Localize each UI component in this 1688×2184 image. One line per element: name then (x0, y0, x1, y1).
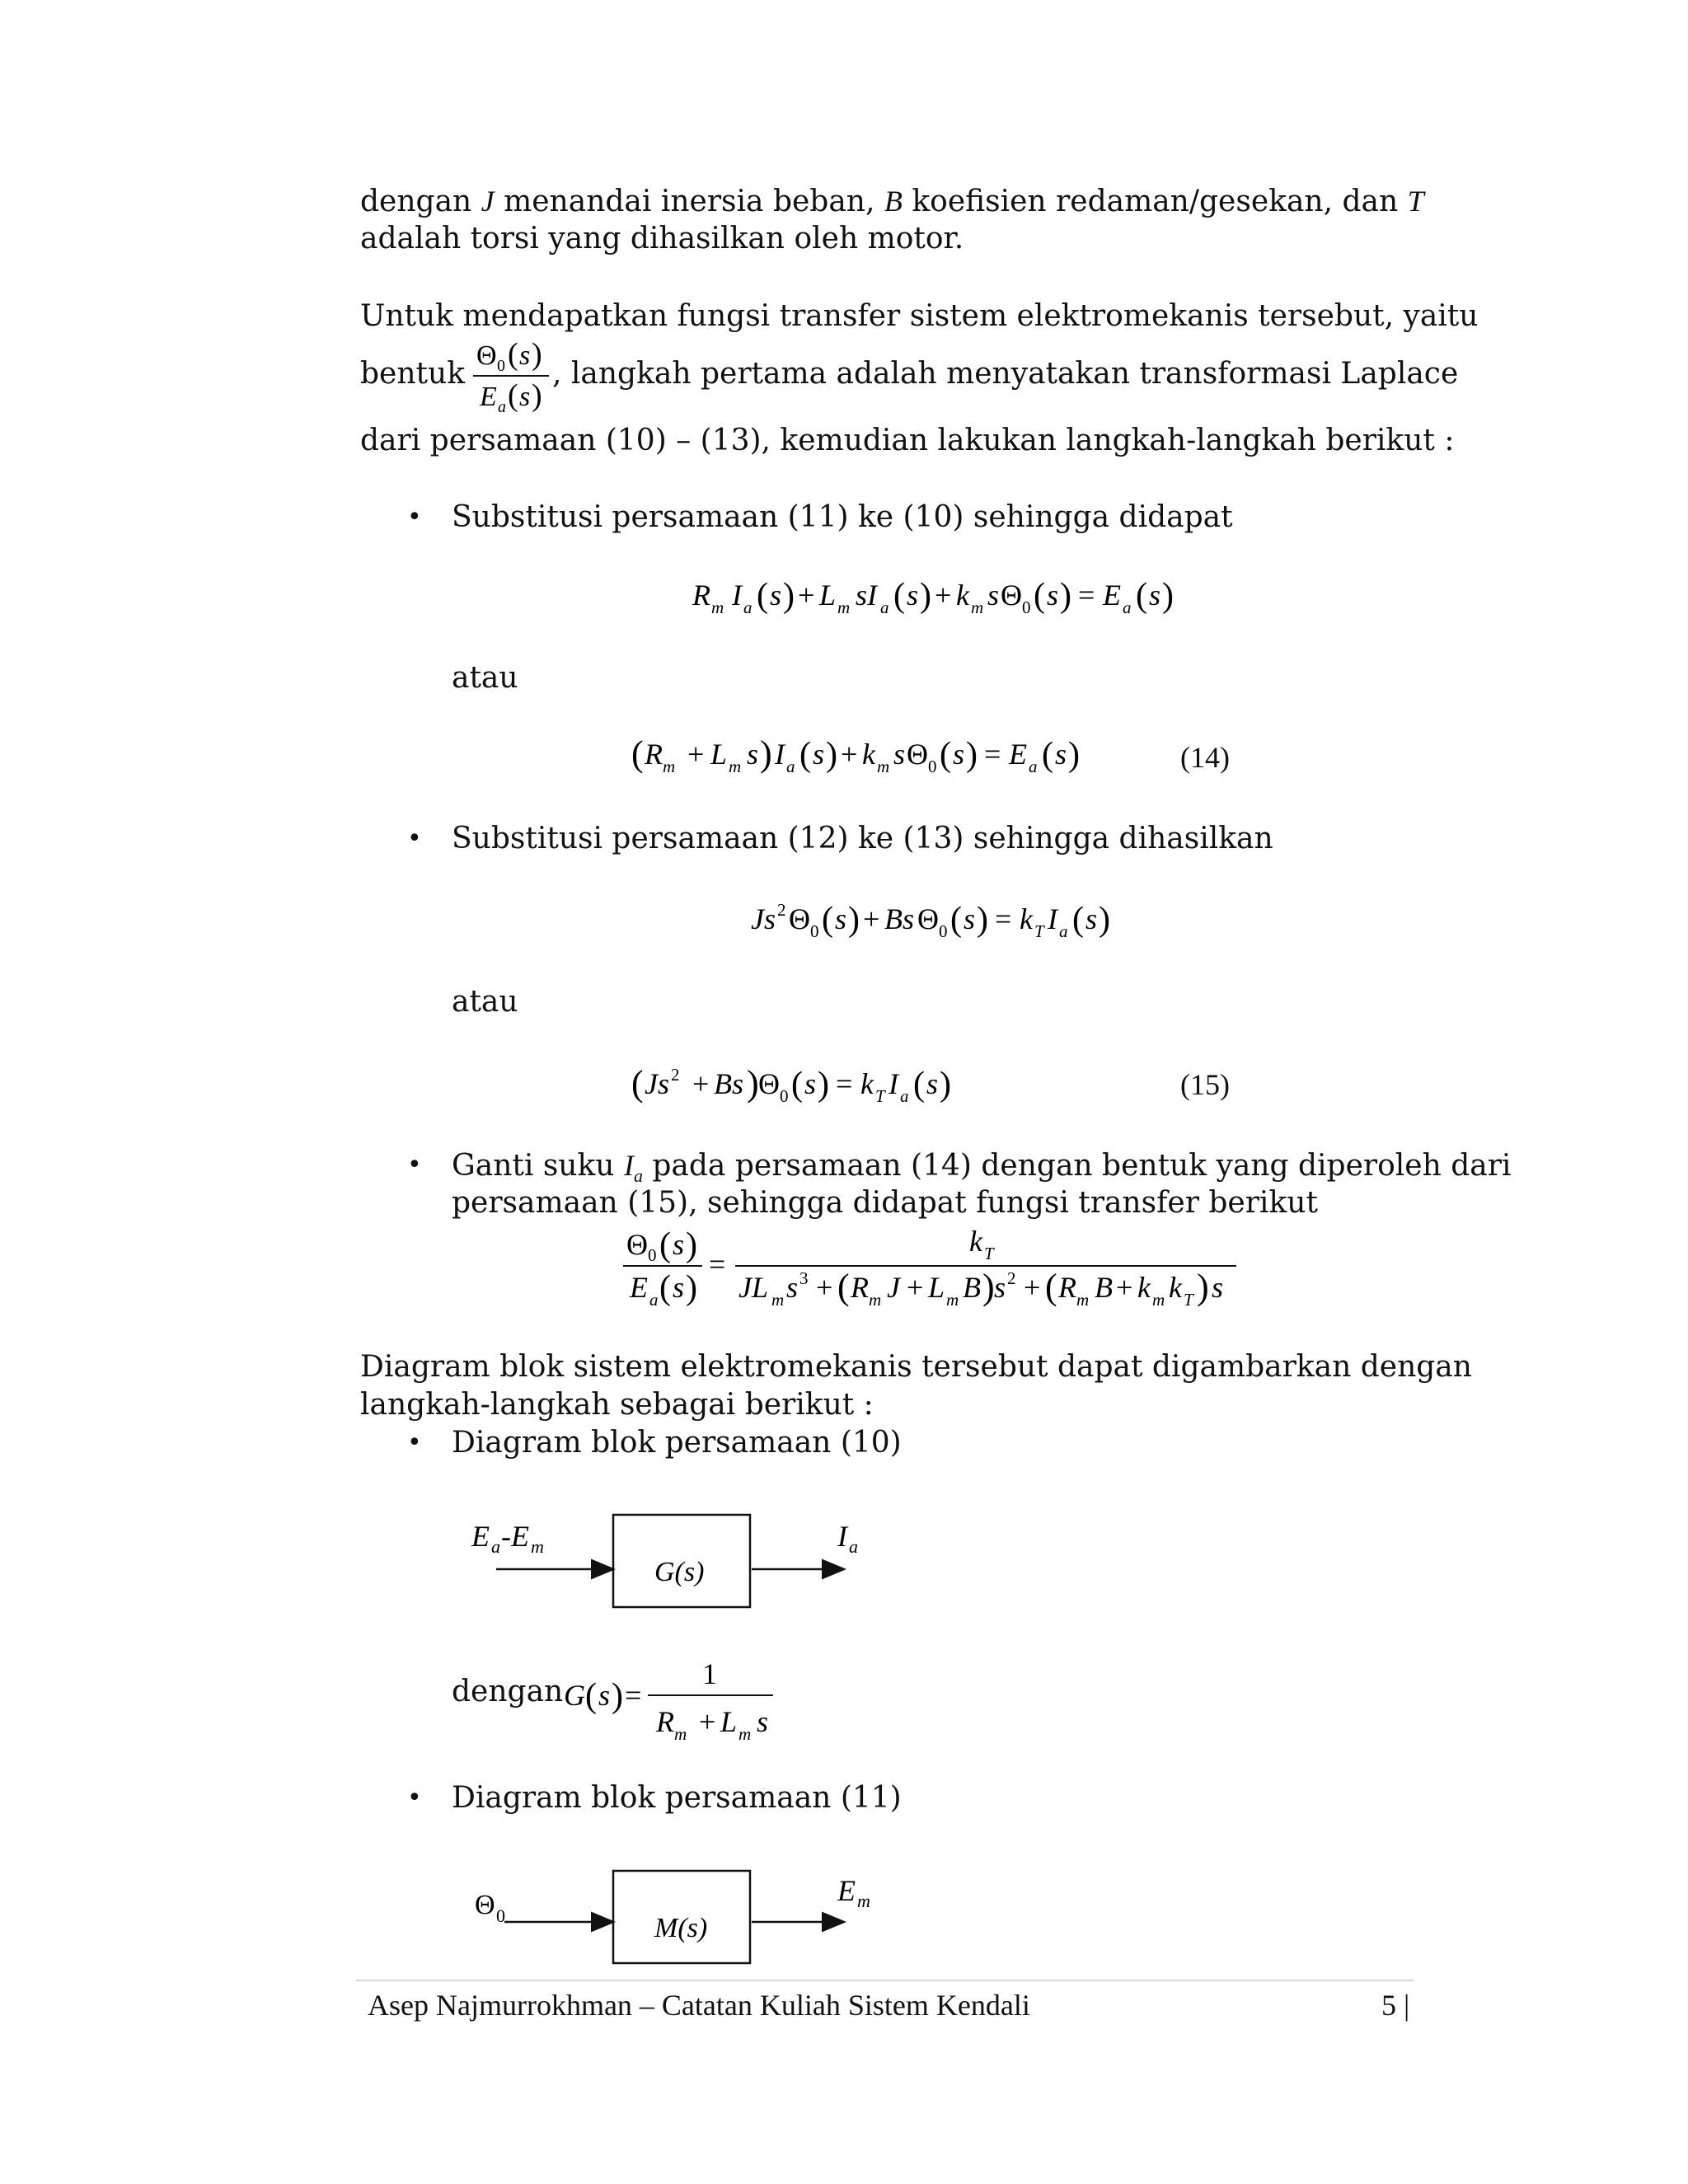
svg-text:+: + (798, 579, 815, 612)
svg-text:(: ( (913, 1066, 925, 1104)
svg-text:m: m (771, 1290, 785, 1310)
svg-text:(: ( (631, 733, 644, 774)
svg-text:): ) (1099, 901, 1110, 939)
svg-text:R: R (692, 579, 710, 612)
bullet-dot-2: • (407, 824, 422, 853)
laplace-line-3: dari persamaan (10) – (13), kemudian lakukan langkah-langkah berikut : (360, 424, 1455, 457)
svg-text:s: s (926, 1067, 939, 1100)
footer-divider (356, 1980, 1414, 1981)
laplace-line-2-rest: , langkah pertama adalah menyatakan transformasi Laplace (552, 357, 1459, 391)
svg-text:m: m (837, 598, 851, 617)
svg-text:s: s (907, 579, 919, 612)
svg-text:s: s (519, 340, 531, 371)
svg-text:s: s (804, 1067, 817, 1100)
svg-text:k: k (956, 579, 969, 612)
input-label-ea-em (471, 1520, 544, 1557)
svg-text:Θ: Θ (476, 340, 497, 371)
svg-text:=: = (836, 1067, 853, 1100)
bullet-dot-5: • (407, 1783, 422, 1812)
equation-15 (626, 1057, 956, 1115)
svg-text:(: ( (822, 901, 833, 939)
svg-text:2: 2 (671, 1065, 680, 1085)
svg-text:k: k (969, 1225, 982, 1258)
output-label-em (837, 1874, 870, 1911)
svg-text:m: m (857, 1891, 870, 1911)
svg-text:): ) (686, 1226, 697, 1264)
svg-text:L: L (720, 1705, 738, 1738)
svg-text:): ) (826, 736, 837, 774)
svg-text:Bs: Bs (884, 902, 914, 935)
svg-text:(: ( (1072, 901, 1084, 939)
svg-text:(: ( (791, 1066, 803, 1104)
svg-text:0: 0 (928, 757, 937, 776)
svg-text:+: + (863, 902, 880, 935)
diagram-line-1: Diagram blok sistem elektromekanis tersebut dapat digambarkan dengan (360, 1350, 1472, 1384)
svg-text:): ) (982, 1267, 995, 1307)
svg-text:(: ( (1042, 736, 1053, 774)
svg-text:): ) (612, 1677, 623, 1715)
svg-text:-E: -E (501, 1520, 529, 1553)
diagram-line-2: langkah-langkah sebagai berikut : (360, 1388, 874, 1422)
svg-text:s: s (1055, 738, 1067, 771)
svg-text:R: R (656, 1705, 674, 1738)
svg-text:s: s (813, 738, 825, 771)
svg-text:Θ: Θ (626, 1228, 648, 1261)
svg-text:): ) (760, 733, 772, 774)
svg-text:R: R (851, 1271, 869, 1304)
laplace-bentuk: bentuk (360, 357, 466, 391)
svg-text:E: E (1103, 579, 1121, 612)
svg-text:L: L (710, 738, 728, 771)
svg-text:s: s (519, 382, 531, 412)
footer-page-number: 5 | (1381, 1989, 1410, 2022)
svg-text:R: R (645, 738, 663, 771)
svg-text:0: 0 (1022, 598, 1031, 617)
svg-text:s: s (770, 579, 782, 612)
svg-text:): ) (747, 1063, 759, 1104)
svg-text:E: E (837, 1874, 856, 1907)
svg-text:s: s (598, 1679, 611, 1712)
svg-text:s: s (994, 1271, 1006, 1304)
svg-text:a: a (649, 1290, 659, 1310)
svg-text:I: I (889, 1067, 898, 1100)
block-m-label: M(s) (654, 1913, 708, 1943)
svg-text:s: s (673, 1271, 685, 1304)
svg-text:J: J (887, 1271, 900, 1304)
svg-text:a: a (743, 598, 753, 617)
svg-text:m: m (971, 598, 984, 617)
svg-text:+: + (687, 738, 705, 771)
svg-text:s: s (1047, 579, 1059, 612)
equation-14 (626, 728, 1088, 785)
svg-text:s: s (757, 1705, 769, 1738)
svg-text:k: k (862, 738, 875, 771)
svg-text:k: k (860, 1067, 874, 1100)
svg-text:=: = (995, 902, 1012, 935)
svg-text:T: T (1034, 921, 1044, 941)
svg-text:): ) (1162, 577, 1174, 615)
svg-text:+: + (1116, 1271, 1133, 1304)
svg-text:s: s (1085, 902, 1098, 935)
svg-text:(: ( (659, 1269, 671, 1307)
g-of-s-definition (560, 1652, 783, 1743)
svg-text:+: + (907, 1271, 924, 1304)
svg-text:T: T (1184, 1290, 1193, 1310)
svg-text:=: = (709, 1248, 726, 1281)
equation-number-14: (14) (1180, 741, 1230, 774)
svg-text:(: ( (1034, 577, 1045, 615)
svg-text:Bs: Bs (714, 1067, 743, 1100)
svg-text:m: m (674, 1724, 687, 1743)
svg-text:k: k (1020, 902, 1033, 935)
dengan-label: dengan (452, 1675, 564, 1708)
svg-text:I: I (775, 738, 785, 771)
svg-text:0: 0 (497, 357, 505, 375)
svg-text:(: ( (585, 1677, 597, 1715)
svg-text:Θ: Θ (758, 1067, 780, 1100)
svg-text:R: R (1058, 1271, 1076, 1304)
svg-text:(: ( (508, 337, 518, 372)
svg-text:a: a (849, 1536, 858, 1557)
svg-text:s: s (893, 738, 906, 771)
svg-text:): ) (818, 1066, 829, 1104)
svg-text:Θ: Θ (789, 902, 810, 935)
svg-text:B: B (963, 1271, 981, 1304)
svg-text:JL: JL (738, 1271, 768, 1304)
svg-text:m: m (711, 598, 724, 617)
svg-text:+: + (692, 1067, 710, 1100)
bullet-dot-1: • (407, 503, 422, 532)
svg-text:s: s (747, 738, 759, 771)
svg-text:0: 0 (810, 921, 819, 941)
svg-text:Js: Js (645, 1067, 669, 1100)
svg-text:a: a (900, 1086, 909, 1106)
svg-text:s: s (964, 902, 976, 935)
svg-text:0: 0 (496, 1905, 505, 1926)
svg-text:=: = (1078, 579, 1095, 612)
bullet-diagram-10: Diagram blok persamaan (10) (452, 1426, 902, 1460)
svg-text:k: k (1169, 1271, 1182, 1304)
svg-text:k: k (1137, 1271, 1151, 1304)
transfer-function-equation (618, 1223, 1245, 1314)
svg-text:s: s (987, 579, 1000, 612)
svg-text:): ) (532, 337, 542, 372)
svg-text:=: = (984, 738, 1001, 771)
svg-text:L: L (928, 1271, 945, 1304)
svg-text:(: ( (893, 577, 905, 615)
svg-text:m: m (738, 1724, 752, 1743)
svg-text:): ) (977, 901, 988, 939)
svg-text:Θ: Θ (907, 738, 928, 771)
svg-text:3: 3 (799, 1268, 809, 1288)
svg-text:a: a (491, 1536, 500, 1557)
bullet-diagram-11: Diagram blok persamaan (11) (452, 1781, 902, 1815)
svg-text:s: s (953, 738, 965, 771)
svg-text:s: s (673, 1228, 685, 1261)
svg-text:Θ: Θ (917, 902, 939, 935)
equation-substitution-1 (684, 569, 1179, 626)
bullet-2-text: Substitusi persamaan (12) ke (13) sehingga dihasilkan (452, 822, 1273, 855)
svg-text:a: a (786, 757, 795, 776)
svg-text:+: + (699, 1705, 716, 1738)
svg-text:T: T (984, 1244, 994, 1263)
svg-text:2: 2 (777, 900, 786, 920)
svg-text:(: ( (659, 1226, 671, 1264)
atau-2: atau (452, 985, 518, 1019)
svg-text:): ) (532, 378, 542, 413)
svg-text:(: ( (1136, 577, 1147, 615)
svg-text:m: m (1076, 1290, 1090, 1310)
equation-number-15: (15) (1180, 1068, 1230, 1101)
svg-text:s: s (786, 1271, 799, 1304)
svg-text:): ) (1068, 736, 1080, 774)
svg-text:(: ( (940, 736, 951, 774)
svg-text:I: I (837, 1520, 847, 1553)
svg-text:): ) (966, 736, 978, 774)
block-diagram-eq11 (462, 1854, 890, 1978)
svg-text:m: m (729, 757, 742, 776)
svg-text:m: m (1152, 1290, 1165, 1310)
svg-text:s: s (1212, 1271, 1224, 1304)
svg-text:s: s (835, 902, 847, 935)
svg-text:): ) (1060, 577, 1071, 615)
svg-text:(: ( (950, 901, 962, 939)
svg-text:a: a (498, 398, 506, 415)
svg-text:E: E (471, 1520, 490, 1553)
svg-text:0: 0 (780, 1086, 789, 1106)
svg-text:E: E (1009, 738, 1027, 771)
svg-text:): ) (686, 1269, 697, 1307)
svg-text:m: m (869, 1290, 882, 1310)
bullet-3-line-1: Ganti suku $I_a$ pada persamaan (14) dengan bentuk yang diperoleh dari (452, 1149, 1512, 1187)
svg-text:1: 1 (702, 1657, 717, 1690)
svg-text:(: ( (631, 1063, 644, 1104)
svg-text:G: G (564, 1679, 585, 1712)
svg-text:): ) (940, 1066, 951, 1104)
equation-substitution-2 (746, 893, 1125, 950)
svg-text:): ) (1197, 1267, 1209, 1307)
svg-text:): ) (920, 577, 931, 615)
svg-text:2: 2 (1007, 1268, 1016, 1288)
intro-line-2: adalah torsi yang dihasilkan oleh motor. (360, 222, 964, 255)
svg-text:m: m (531, 1536, 544, 1557)
svg-text:0: 0 (939, 921, 948, 941)
svg-text:s: s (1149, 579, 1161, 612)
block-diagram-eq10 (462, 1500, 890, 1624)
svg-text:sI: sI (856, 579, 877, 612)
svg-text:I: I (732, 579, 742, 612)
svg-text:(: ( (508, 378, 518, 413)
svg-text:+: + (935, 579, 952, 612)
svg-text:Θ: Θ (475, 1890, 495, 1920)
svg-text:(: ( (757, 577, 768, 615)
svg-text:0: 0 (648, 1245, 657, 1265)
svg-text:): ) (783, 577, 795, 615)
svg-text:m: m (877, 757, 890, 776)
svg-text:Θ: Θ (1001, 579, 1022, 612)
svg-text:T: T (875, 1086, 885, 1106)
svg-text:a: a (1059, 921, 1068, 941)
svg-text:(: ( (799, 736, 811, 774)
footer-author: Asep Najmurrokhman – Catatan Kuliah Sistem Kendali (368, 1989, 1030, 2022)
laplace-line-1: Untuk mendapatkan fungsi transfer sistem elektromekanis tersebut, yaitu (360, 299, 1479, 333)
input-label-theta0 (475, 1890, 505, 1926)
svg-text:(: ( (837, 1267, 850, 1307)
svg-text:+: + (841, 738, 858, 771)
svg-text:m: m (946, 1290, 959, 1310)
bullet-3-line-2: persamaan (15), sehingga didapat fungsi transfer berikut (452, 1186, 1318, 1220)
svg-text:=: = (625, 1679, 642, 1712)
bullet-1-text: Substitusi persamaan (11) ke (10) sehingga didapat (452, 500, 1233, 534)
block-g-label: G(s) (654, 1557, 705, 1587)
output-label-ia (837, 1520, 858, 1557)
svg-text:+: + (1024, 1271, 1041, 1304)
svg-text:E: E (630, 1271, 648, 1304)
svg-text:): ) (848, 901, 860, 939)
svg-text:Js: Js (751, 902, 776, 935)
bullet-dot-3: • (407, 1151, 422, 1179)
svg-text:(: ( (1045, 1267, 1057, 1307)
bullet-dot-4: • (407, 1428, 422, 1457)
atau-1: atau (452, 661, 518, 695)
svg-text:I: I (1048, 902, 1057, 935)
svg-text:+: + (816, 1271, 833, 1304)
svg-text:a: a (880, 598, 889, 617)
svg-text:m: m (663, 757, 676, 776)
svg-text:L: L (819, 579, 837, 612)
svg-text:B: B (1095, 1271, 1113, 1304)
svg-text:E: E (480, 382, 497, 412)
svg-text:a: a (1123, 598, 1132, 617)
svg-text:a: a (1029, 757, 1038, 776)
transfer-fraction-inline (470, 333, 560, 415)
intro-line-1: dengan J menandai inersia beban, B koefisien redaman/gesekan, dan T (360, 185, 1424, 218)
